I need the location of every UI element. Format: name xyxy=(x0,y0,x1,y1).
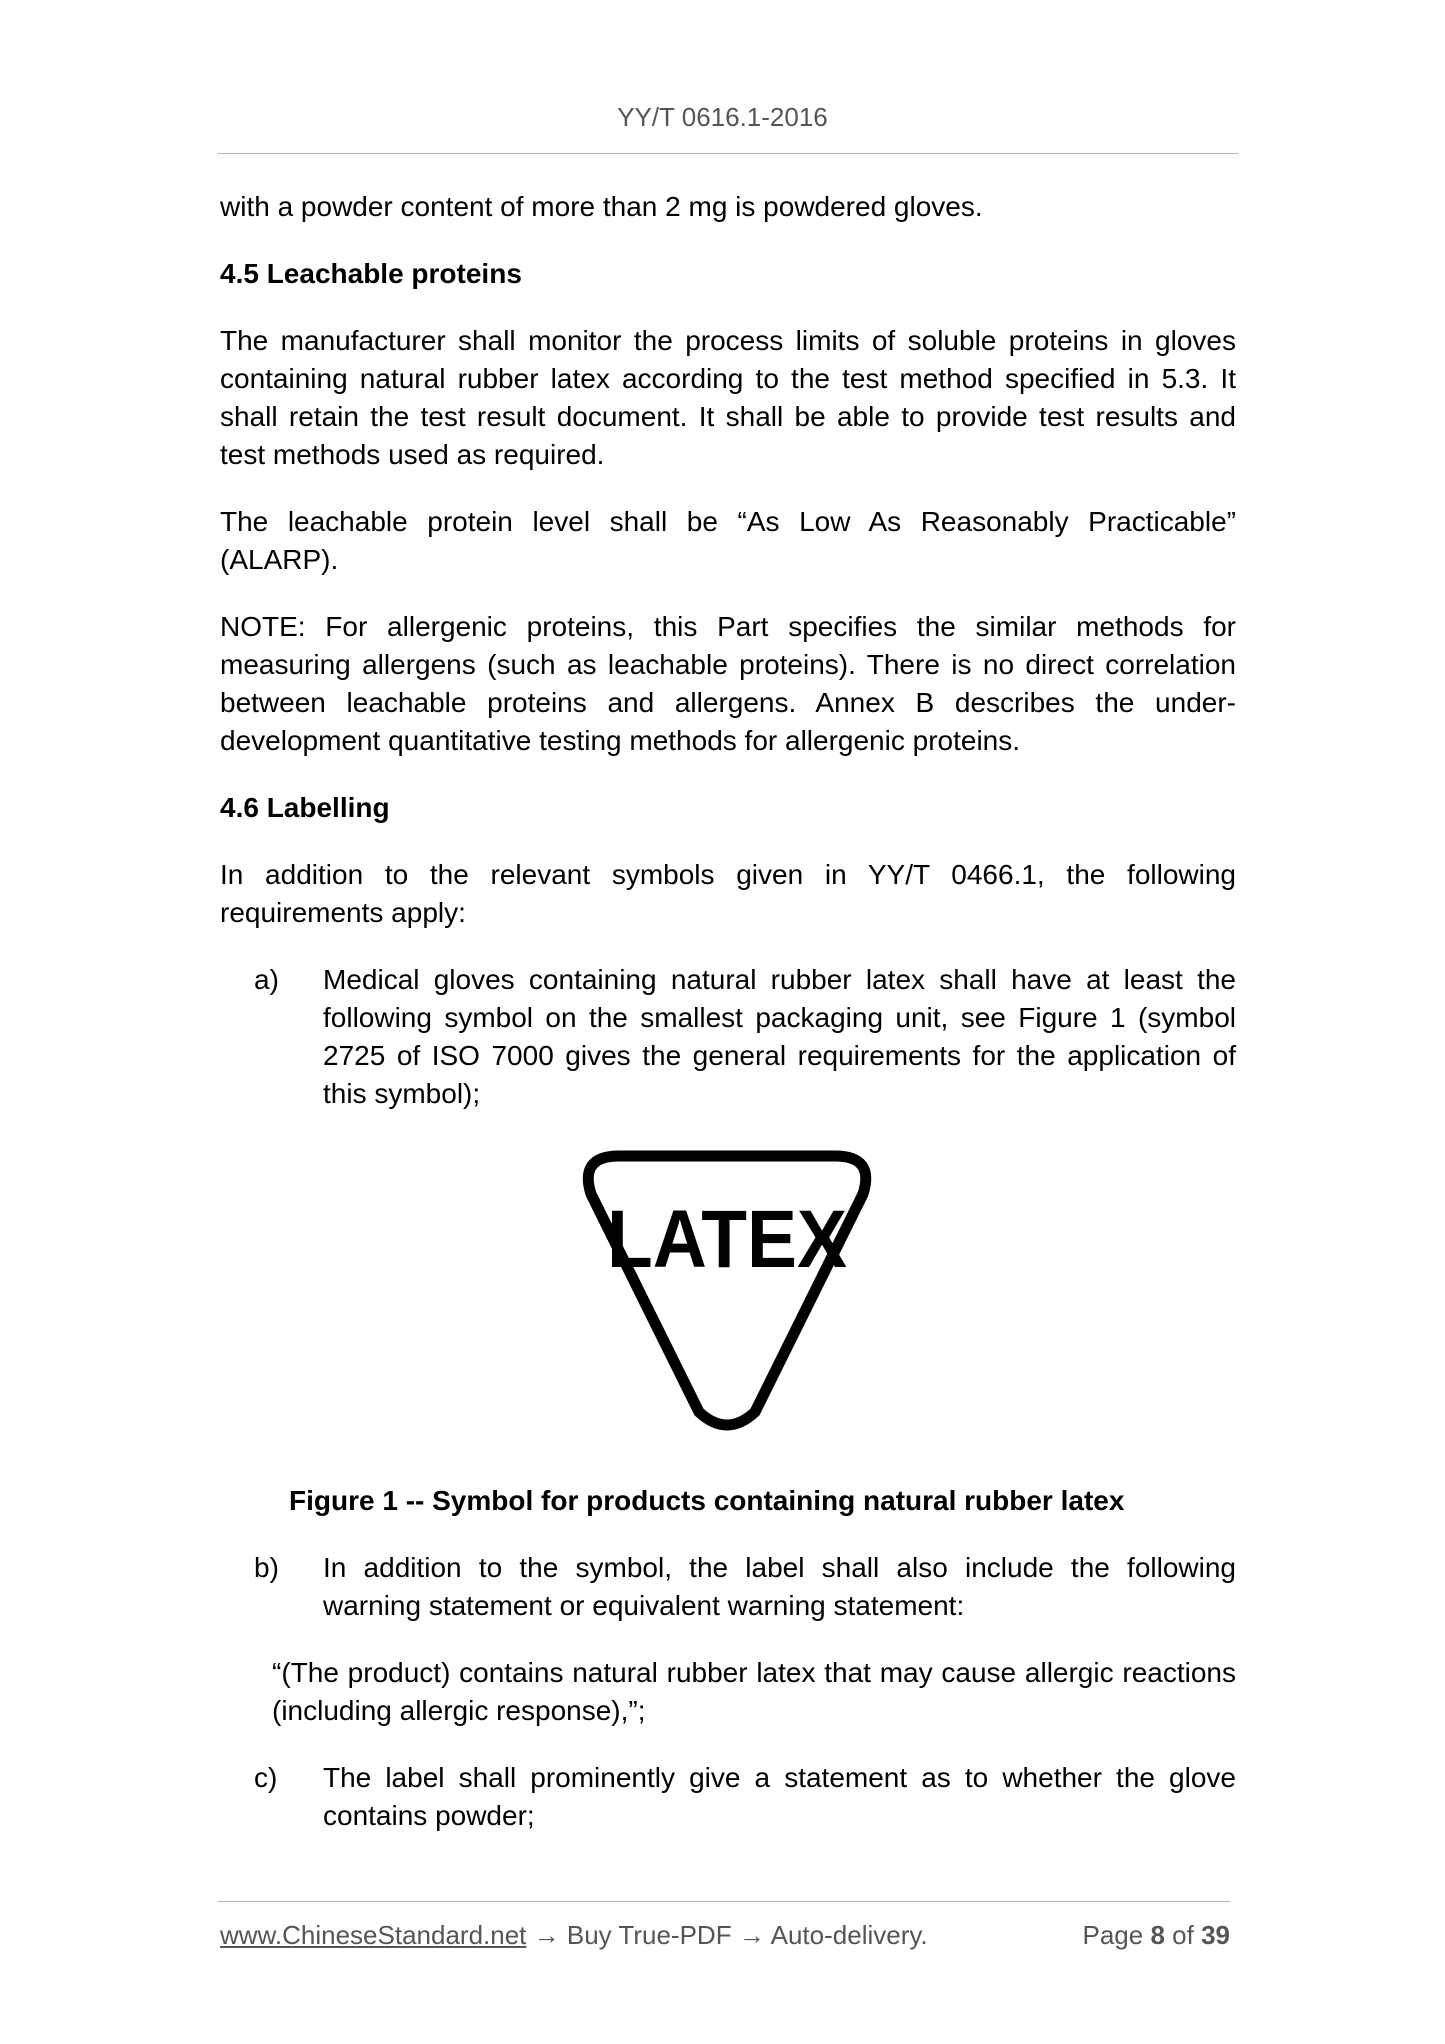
paragraph: The manufacturer shall monitor the process limits of soluble proteins in gloves containing natural rubber latex according to the test method specified in 5.3. It shall retain the test result document. It shall be able to provide test results and test methods used as required. xyxy=(220,325,1236,470)
figure-caption: Figure 1 -- Symbol for products containing natural rubber latex xyxy=(289,1485,1125,1516)
list-item-label: b) xyxy=(254,1552,279,1583)
list-item-text: In addition to the symbol, the label shall also include the following warning statement or equivalent warning statement: xyxy=(323,1552,1236,1621)
figure-1 xyxy=(220,1142,1236,1442)
arrow-right-icon: → xyxy=(738,1920,765,1950)
latex-symbol-text: LATEX xyxy=(607,1194,847,1285)
footer-promo xyxy=(220,1920,928,1951)
page-content xyxy=(220,188,1236,1864)
list-item-label: a) xyxy=(254,964,279,995)
page-total: 39 xyxy=(1201,1920,1230,1950)
list-item-text: Medical gloves containing natural rubber latex shall have at least the following symbol on the smallest packaging unit, see Figure 1 (symbol 2725 of ISO 7000 gives the general requirements for the application of this symbol); xyxy=(323,964,1236,1109)
footer-divider xyxy=(218,1901,1230,1902)
note-paragraph: NOTE: For allergenic proteins, this Part specifies the similar methods for measuring allergens (such as leachable proteins). There is no direct correlation between leachable proteins and allergens. Annex B describes the under-development quantitative testing methods for allergenic proteins. xyxy=(220,611,1236,756)
arrow-right-icon: → xyxy=(533,1920,560,1950)
paragraph: In addition to the relevant symbols given in YY/T 0466.1, the following requirements apply: xyxy=(220,859,1236,928)
section-heading-4-6: 4.6 Labelling xyxy=(220,792,390,823)
list-item-a xyxy=(254,961,1236,1113)
list-item-b xyxy=(254,1549,1236,1625)
of-word: of xyxy=(1172,1920,1194,1950)
website-link[interactable]: www.ChineseStandard.net xyxy=(220,1920,527,1950)
warning-statement-quote: “(The product) contains natural rubber latex that may cause allergic reactions (including allergic response),”; xyxy=(272,1657,1236,1726)
paragraph: The leachable protein level shall be “As Low As Reasonably Practicable” (ALARP). xyxy=(220,506,1236,575)
continuation-paragraph: with a powder content of more than 2 mg is powdered gloves. xyxy=(220,191,983,222)
section-heading-4-5: 4.5 Leachable proteins xyxy=(220,258,522,289)
page-number: 8 xyxy=(1150,1920,1165,1950)
buy-true-pdf-text: Buy True-PDF xyxy=(566,1920,732,1950)
auto-delivery-text: Auto-delivery. xyxy=(770,1920,928,1950)
header-divider xyxy=(218,153,1238,154)
list-item-c xyxy=(254,1759,1236,1835)
list-item-text: The label shall prominently give a statement as to whether the glove contains powder; xyxy=(323,1762,1236,1831)
page-word: Page xyxy=(1082,1920,1144,1950)
latex-symbol-icon xyxy=(567,1142,887,1442)
list-item-label: c) xyxy=(254,1762,278,1793)
page-indicator xyxy=(1082,1920,1230,1951)
doc-code-header: YY/T 0616.1-2016 xyxy=(617,102,828,132)
